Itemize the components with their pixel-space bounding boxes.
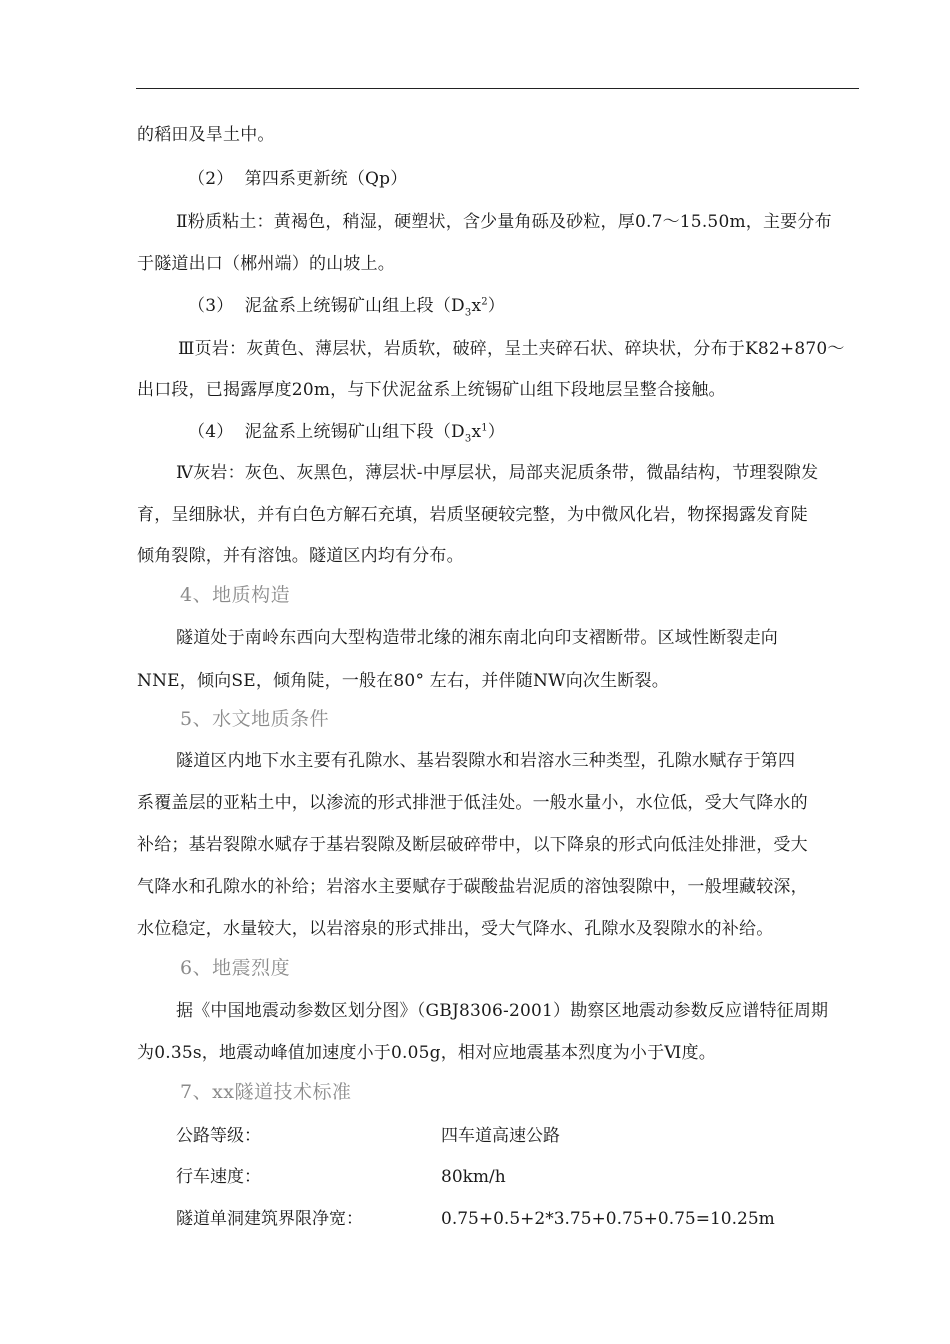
subsection-title-2	[188, 168, 407, 190]
para-line: 为0.35s，地震动峰值加速度小于0.05g，相对应地震基本烈度为小于Ⅵ度。	[137, 1043, 717, 1063]
header-rule	[136, 88, 859, 89]
para-line: NNE，倾向SE，倾角陡，一般在80° 左右，并伴随NW向次生断裂。	[137, 671, 669, 691]
formula-subscript: 3	[464, 433, 472, 445]
subsection-title-text: 第四系更新统（Qp）	[244, 169, 408, 189]
spec-value: 80km/h	[441, 1167, 506, 1187]
para-line: 出口段，已揭露厚度20m，与下伏泥盆系上统锡矿山组下段地层呈整合接触。	[137, 380, 726, 400]
para-line: 补给；基岩裂隙水赋存于基岩裂隙及断层破碎带中，以下降泉的形式向低洼处排泄，受大	[137, 835, 808, 855]
subsection-title-4	[188, 421, 505, 443]
para-line: Ⅱ粉质粘土：黄褐色，稍湿，硬塑状，含少量角砾及砂粒，厚0.7～15.50m，主要分布	[176, 212, 832, 232]
formula-superscript: 2	[481, 296, 488, 308]
section-heading-6: 6、地震烈度	[180, 957, 291, 979]
para-line: 于隧道出口（郴州端）的山坡上。	[137, 254, 395, 274]
para-line: 倾角裂隙，并有溶蚀。隧道区内均有分布。	[137, 546, 464, 566]
subsection-title-text: 泥盆系上统锡矿山组下段（D	[244, 422, 465, 442]
para-line: Ⅲ页岩：灰黄色、薄层状，岩质软，破碎，呈土夹碎石状、碎块状，分布于K82+870～	[178, 339, 845, 359]
para-line: 气降水和孔隙水的补给；岩溶水主要赋存于碳酸盐岩泥质的溶蚀裂隙中，一般埋藏较深，	[137, 877, 808, 897]
para-line: 据《中国地震动参数区划分图》（GBJ8306-2001）勘察区地震动参数反应谱特征周期	[176, 1001, 829, 1021]
subsection-number: （4）	[188, 422, 234, 442]
subsection-number: （3）	[188, 296, 234, 316]
para-line: 隧道区内地下水主要有孔隙水、基岩裂隙水和岩溶水三种类型，孔隙水赋存于第四	[176, 751, 796, 771]
formula-close: ）	[487, 422, 505, 442]
spec-value: 四车道高速公路	[441, 1126, 560, 1146]
section-heading-7: 7、xx隧道技术标准	[180, 1081, 352, 1103]
para-line: Ⅳ灰岩：灰色、灰黑色，薄层状-中厚层状，局部夹泥质条带，微晶结构，节理裂隙发	[176, 463, 819, 483]
para-line: 育，呈细脉状，并有白色方解石充填，岩质坚硬较完整，为中微风化岩，物探揭露发育陡	[137, 505, 808, 525]
formula-close: ）	[487, 296, 505, 316]
para-line: 水位稳定，水量较大，以岩溶泉的形式排出，受大气降水、孔隙水及裂隙水的补给。	[137, 919, 774, 939]
section-heading-4: 4、地质构造	[180, 584, 291, 606]
para-line: 的稻田及旱土中。	[137, 125, 275, 145]
formula-subscript: 3	[464, 307, 472, 319]
spec-label: 公路等级：	[176, 1126, 261, 1146]
para-line: 隧道处于南岭东西向大型构造带北缘的湘东南北向印支褶断带。区域性断裂走向	[176, 628, 778, 648]
para-line: 系覆盖层的亚粘土中，以渗流的形式排泄于低洼处。一般水量小，水位低，受大气降水的	[137, 793, 808, 813]
spec-value: 0.75+0.5+2*3.75+0.75+0.75=10.25m	[441, 1209, 775, 1229]
formula-superscript: 1	[481, 422, 488, 434]
section-heading-5: 5、水文地质条件	[180, 708, 330, 730]
subsection-title-3	[188, 295, 505, 317]
subsection-title-text: 泥盆系上统锡矿山组上段（D	[244, 296, 465, 316]
spec-label: 隧道单洞建筑界限净宽：	[176, 1209, 363, 1229]
subsection-number: （2）	[188, 169, 234, 189]
spec-label: 行车速度：	[176, 1167, 261, 1187]
formula-letter: x	[471, 296, 482, 316]
formula-letter: x	[471, 422, 482, 442]
